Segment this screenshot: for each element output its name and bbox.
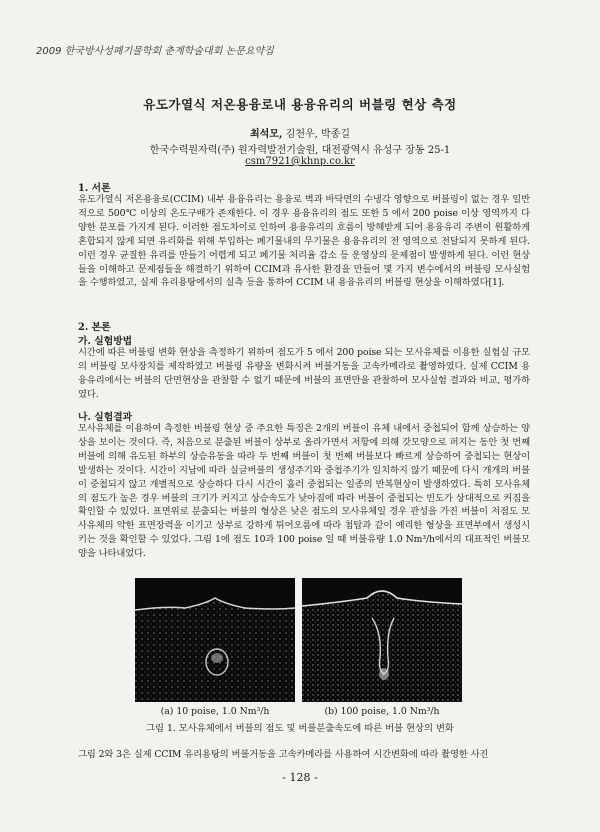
figure-1a-photo	[135, 578, 295, 702]
figure-1-caption: 그림 1. 모사유체에서 버블의 점도 및 버블분출속도에 따른 버블 현상의 변화	[146, 723, 454, 734]
result-heading: 나. 실험결과	[78, 412, 133, 423]
closing-line: 그림 2와 3은 실제 CCIM 유리용탕의 버블거동을 고속카메라를 사용하여 시간변화에 따라 촬영한 사진	[78, 749, 489, 760]
lead-author: 최석모,	[250, 129, 283, 140]
co-authors: 김천우, 박종길	[282, 129, 350, 140]
method-heading: 가. 실험방법	[78, 336, 133, 347]
figure-1b-photo	[302, 578, 462, 702]
result-paragraph: 모사유체를 이용하여 측정한 버블링 현상 중 주요한 특징은 2개의 버블이 유체 내에서 중첩되어 함께 상승하는 양상을 보이는 것이다. 즉, 처음으로 분출된 버블이 상부로 올라가면서 저항에 의해 갓모양으로 퍼지는 동안 첫 번째 버블에 의해 유도된 하부의 상승유동을 따라 두 번째 버블이 첫 번째 버블보다 빠르게 상승하여 중첩되는 현상이 발생하는 것이다. 시간이 지남에 따라 실글버블의 생성주기와 중첩주기가 일치하지 않기 때문에 다시 개개의 버블이 중첩되지 않고 개별적으로 상승하다 다시 시간이 흘러 중첩되는 일종의 반복현상이 발생하였다. 특히 모사유체의 점도가 높은 경우 버블의 크기가 커지고 상승속도가 낮아짐에 따라 버블이 중첩되는 빈도가 상대적으로 커짐을 확인할 수 있었다. 표면위로 분출되는 버블의 형상은 낮은 점도의 모사유체일 경우 관성을 가진 버블이 저점도 모사유체의 약한 표면장력을 이기고 상부로 강하게 튀어오름에 따라 첨탑과 같이 예리한 형상을 표면부에서 생성시키는 것을 확인할 수 있었다. 그림 1에 점도 10과 100 poise 일 때 버블유량 1.0 Nm³/h에서의 대표적인 버블모양을 나타내었다.	[78, 423, 530, 560]
intro-paragraph: 유도가열식 저온용융로(CCIM) 내부 용융유리는 용융로 벽과 바닥면의 수냉각 영향으로 버블링이 없는 경우 일반적으로 500℃ 이상의 온도구배가 존재한다. 이 경우 용융유리의 점도 또한 5 에서 200 poise 이상 영역까지 다양한 분포를 가지게 된다. 이러한 점도차이로 인하여 용융유리의 흐름이 방해받게 되어 용융유리 주변이 원활하게 혼합되지 않게 되면 유리화를 위해 투입하는 폐기물내의 무기물은 용융유리의 전 영역으로 전달되지 못하게 된다. 이런 경우 균질한 유리를 만들기 어렵게 되고 폐기물 처리율 감소 등 운영상의 문제점이 발생하게 된다. 이런 현상들을 이해하고 문제점들을 해결하기 위하여 CCIM과 유사한 환경을 만들어 몇 가지 변수에서의 버블링 모사실험을 수행하였고, 실제 유리용탕에서의 실측 등을 통하여 CCIM 내 용융유리의 버블링 현상을 이해하였다[1].	[78, 194, 530, 289]
intro-heading: 1. 서론	[78, 183, 111, 194]
affiliation: 한국수력원자력(주) 원자력발전기술원, 대전광역시 유성구 장동 25-1	[149, 145, 451, 156]
page-number: - 128 -	[282, 771, 318, 784]
figure-1b-caption: (b) 100 poise, 1.0 Nm³/h	[324, 706, 440, 717]
method-paragraph: 시간에 따른 버블링 변화 현상을 측정하기 위하여 점도가 5 에서 200 poise 되는 모사유체를 이용한 실험실 규모의 버블링 모사장치를 제작하였고 버블링 유량을 변화시켜 버블거동을 고속카메라로 촬영하였다. 실제 CCIM 용융유리에서는 버블의 단면현상을 관찰할 수 없기 때문에 버블의 표면만을 관찰하여 모사실험 결과와 비교, 평가하였다.	[78, 347, 530, 400]
running-header: 2009 한국방사성폐기물학회 춘계학술대회 논문요약집	[36, 46, 274, 57]
author-email[interactable]: csm7921@khnp.co.kr	[245, 156, 355, 167]
figure-1a-caption: (a) 10 poise, 1.0 Nm³/h	[160, 706, 270, 717]
author-list	[0, 125, 600, 140]
paper-title: 유도가열식 저온용융로내 용융유리의 버블링 현상 측정	[143, 97, 457, 112]
main-heading: 2. 본론	[78, 322, 111, 333]
